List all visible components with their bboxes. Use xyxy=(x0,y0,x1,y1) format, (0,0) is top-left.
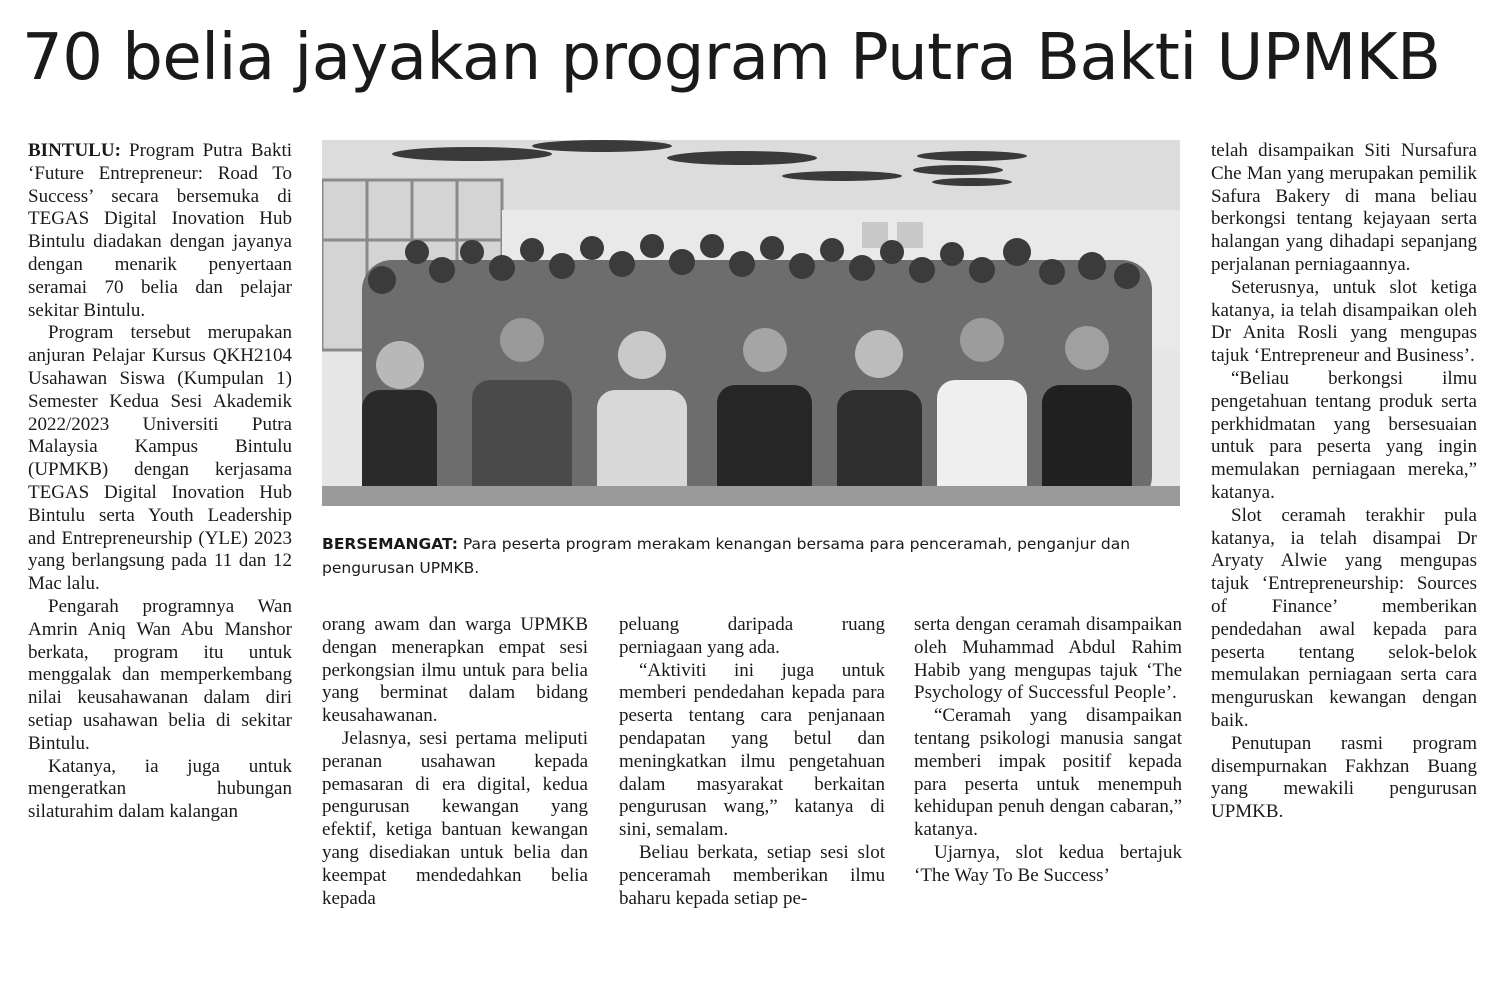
paragraph: Pengarah programnya Wan Amrin Aniq Wan Abu Manshor berkata, program itu untuk menggalak dan memperkembang nilai keusahawanan dalam diri setiap usahawan belia di sekitar Bintulu. xyxy=(28,595,292,754)
paragraph: Seterusnya, untuk slot ketiga katanya, ia telah disampaikan oleh Dr Anita Rosli yang mengupas tajuk ‘Entrepreneur and Business’. xyxy=(1211,276,1477,367)
paragraph: serta dengan ceramah disampaikan oleh Muhammad Abdul Rahim Habib yang mengupas tajuk ‘The Psychology of Successful People’. xyxy=(914,614,1182,704)
article-column-3 xyxy=(619,614,885,910)
paragraph: Slot ceramah terakhir pula katanya, ia telah disampai Dr Aryaty Alwie yang mengupas tajuk ‘Entrepreneurship: Sources of Finance’ memberikan pendedahan awal kepada para peserta tentang selok-belok memulakan perniagaan serta cara menguruskan kewangan dengan baik. xyxy=(1211,504,1477,731)
paragraph: Jelasnya, sesi pertama meliputi peranan usahawan kepada pemasaran di era digital, kedua pengurusan kewangan yang efektif, ketiga bantuan kewangan yang disediakan untuk belia dan keempat mendedahkan belia kepada xyxy=(322,727,588,909)
paragraph: Program tersebut merupakan anjuran Pelajar Kursus QKH2104 Usahawan Siswa (Kumpulan 1) Semester Kedua Sesi Akademik 2022/2023 Universiti Putra Malaysia Kampus Bintulu (UPMKB) dengan kerjasama TEGAS Digital Inovation Hub Bintulu serta Youth Leadership and Entrepreneurship (YLE) 2023 yang berlangsung pada 11 dan 12 Mac lalu. xyxy=(28,322,292,595)
paragraph-text: Program Putra Bakti ‘Future Entrepreneur: Road To Success’ secara bersemuka di TEGAS Digital Inovation Hub Bintulu diadakan dengan jayanya dengan menarik penyertaan seramai 70 belia dan pelajar sekitar Bintulu. xyxy=(28,140,292,321)
group-photo-illustration xyxy=(322,140,1180,506)
caption-lead: BERSEMANGAT: xyxy=(322,535,458,553)
article-column-4 xyxy=(914,614,1182,888)
paragraph: “Beliau berkongsi ilmu pengetahuan tentang produk serta perkhidmatan yang bersesuaian untuk para peserta yang ingin memulakan perniagaan mereka,” katanya. xyxy=(1211,367,1477,503)
article-column-2 xyxy=(322,614,588,910)
group-photo xyxy=(322,140,1180,506)
paragraph: Katanya, ia juga untuk mengeratkan hubungan silaturahim dalam kalangan xyxy=(28,755,292,823)
paragraph: peluang daripada ruang perniagaan yang ada. xyxy=(619,614,885,658)
paragraph xyxy=(28,140,292,322)
paragraph: orang awam dan warga UPMKB dengan menerapkan empat sesi perkongsian ilmu untuk para belia yang berminat dalam bidang keusahawanan. xyxy=(322,614,588,727)
article-column-1 xyxy=(28,140,292,824)
photo-caption xyxy=(322,532,1182,580)
caption-text: Para peserta program merakam kenangan bersama para penceramah, penganjur dan pengurusan UPMKB. xyxy=(322,535,1131,577)
paragraph: Ujarnya, slot kedua bertajuk ‘The Way To Be Success’ xyxy=(914,841,1182,886)
headline: 70 belia jayakan program Putra Bakti UPMKB xyxy=(22,21,1441,95)
paragraph: telah disampaikan Siti Nursafura Che Man yang merupakan pemilik Safura Bakery di mana beliau berkongsi tentang kejayaan serta halangan yang dihadapi sepanjang perjalanan perniagaannya. xyxy=(1211,140,1477,275)
dateline: BINTULU: xyxy=(28,140,121,161)
paragraph: “Ceramah yang disampaikan tentang psikologi manusia sangat memberi impak positif kepada para peserta untuk menempuh kehidupan penuh dengan cabaran,” katanya. xyxy=(914,705,1182,841)
paragraph: Beliau berkata, setiap sesi slot penceramah memberikan ilmu baharu kepada setiap pe- xyxy=(619,841,885,909)
paragraph: “Aktiviti ini juga untuk memberi pendedahan kepada para peserta tentang cara penjanaan pendapatan yang betul dan meningkatkan ilmu pengetahuan dalam masyarakat berkaitan pengurusan wang,” katanya di sini, semalam. xyxy=(619,659,885,841)
paragraph: Penutupan rasmi program disempurnakan Fakhzan Buang yang mewakili pengurusan UPMKB. xyxy=(1211,732,1477,823)
article-column-5 xyxy=(1211,140,1477,824)
